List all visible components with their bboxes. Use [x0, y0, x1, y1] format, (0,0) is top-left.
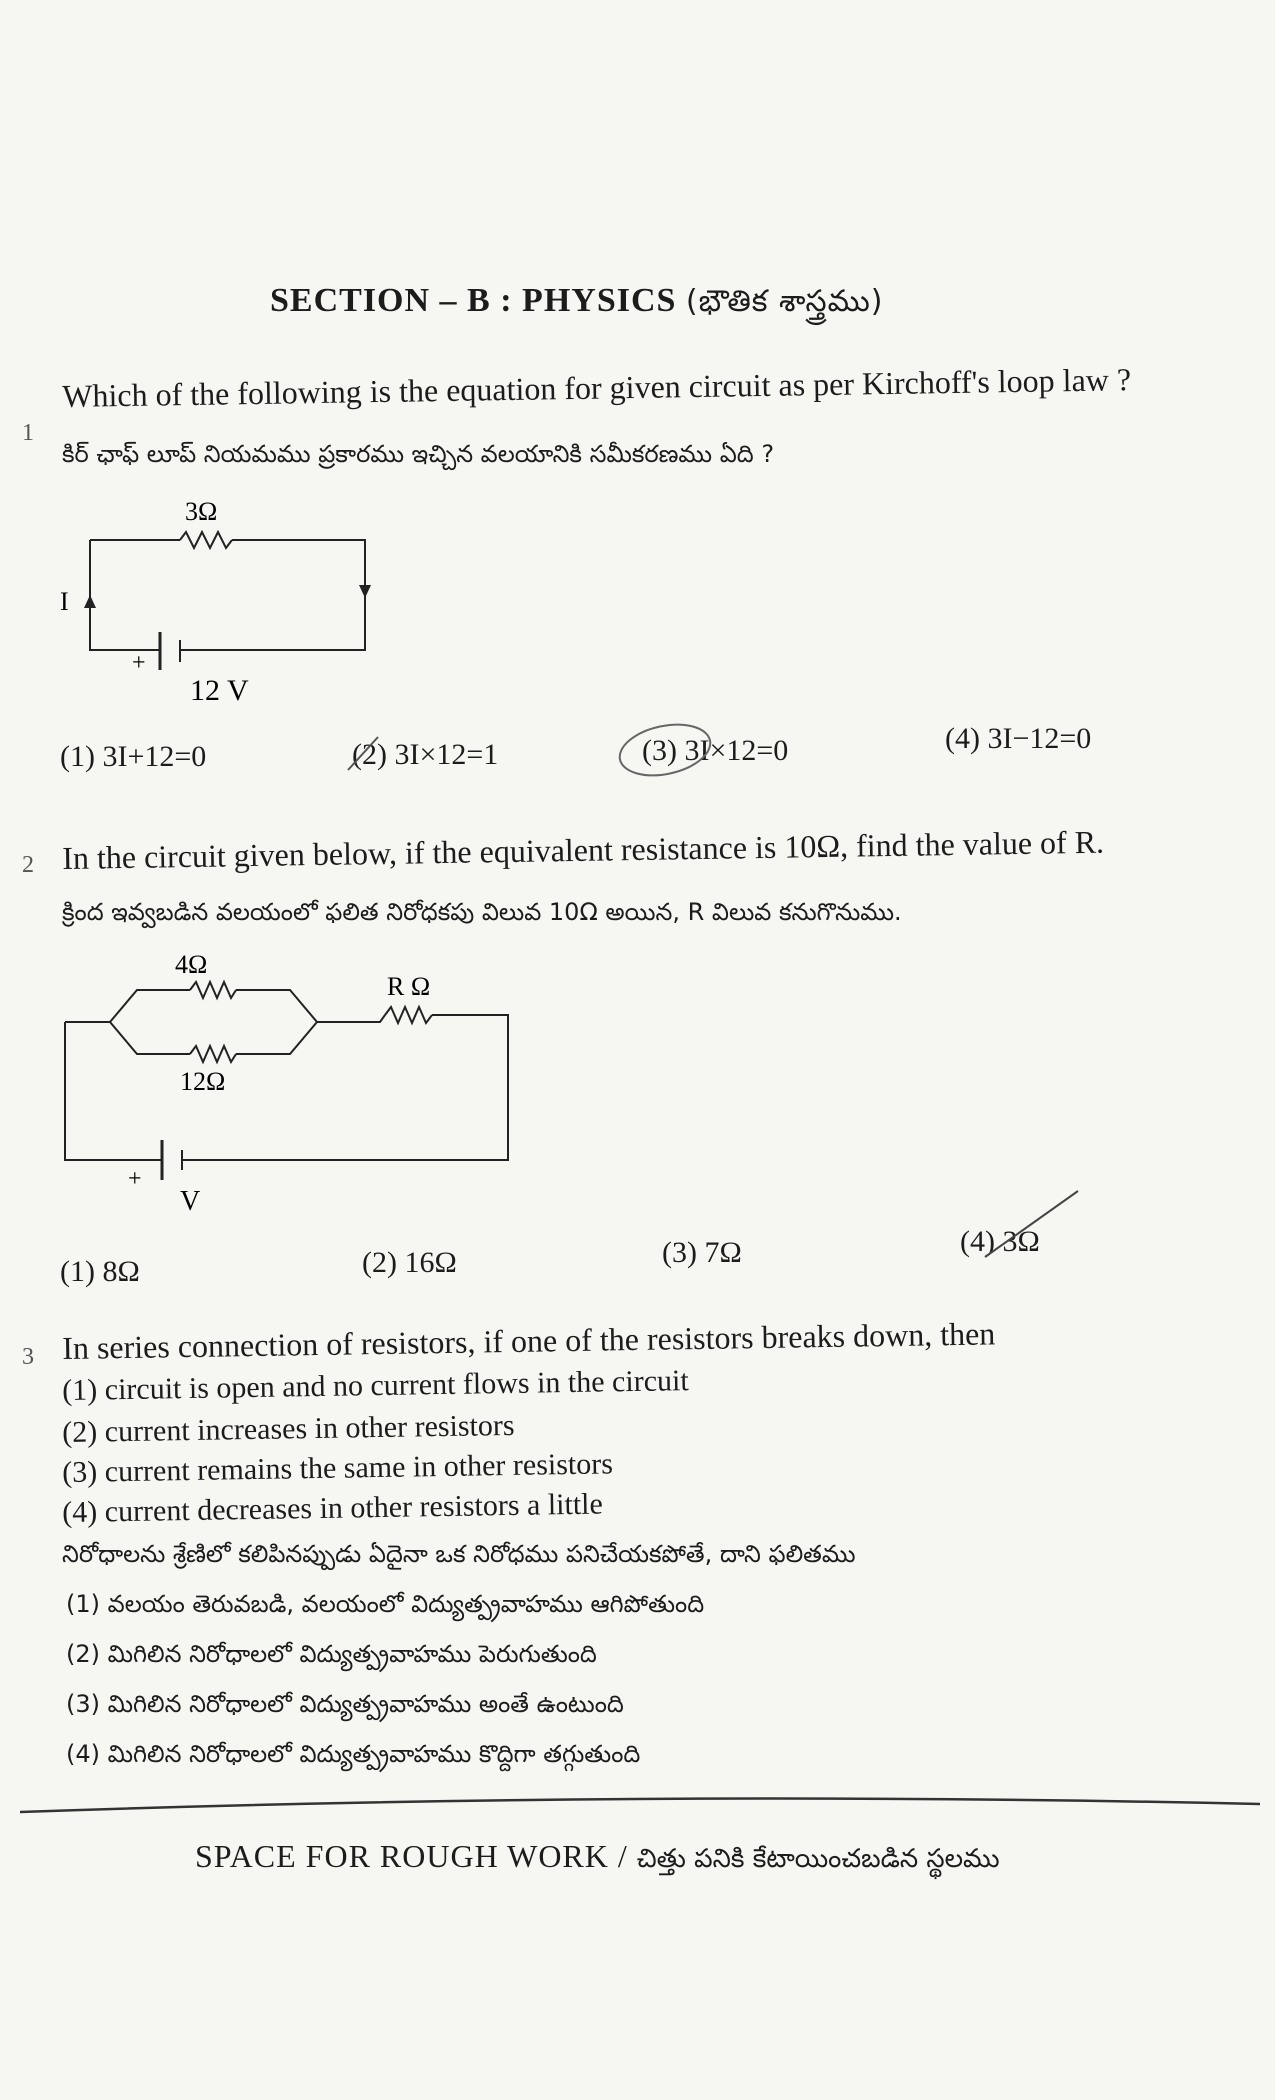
q3-text: In series connection of resistors, if one of the resistors breaks down, then	[62, 1315, 996, 1366]
q2-option-1: (1) 8Ω	[60, 1255, 140, 1288]
q1-text: Which of the following is the equation for given circuit as per Kirchoff's loop law ?	[62, 361, 1132, 414]
q2-r1-label: 4Ω	[175, 950, 208, 979]
q1-number: 1	[22, 420, 34, 446]
q1-resistor-label: 3Ω	[185, 497, 218, 526]
q2-option-2: (2) 16Ω	[362, 1246, 457, 1279]
q2-resistor-12ohm	[190, 1046, 236, 1062]
section-title	[270, 282, 883, 326]
q3-option-te-1: (1) వలయం తెరువబడి, వలయంలో విద్యుత్ప్రవాహము ఆగిపోతుంది	[66, 1590, 705, 1618]
q1-battery-label: 12 V	[190, 674, 249, 707]
q1-current-arrow-down-icon	[359, 585, 371, 598]
q2-battery-plus: +	[128, 1166, 142, 1192]
section-title-te: (భౌతిక శాస్త్రము)	[685, 284, 884, 319]
q2-r2-label: 12Ω	[180, 1067, 226, 1096]
q1-current-label: I	[60, 587, 69, 616]
rough-work-divider	[20, 1790, 1260, 1820]
q2-resistor-R	[385, 1007, 432, 1023]
q2-text-te: క్రింద ఇవ్వబడిన వలయంలో ఫలిత నిరోధకపు విలువ 10Ω అయిన, R విలువ కనుగొనుము.	[62, 898, 902, 926]
q1-circle-mark-3	[615, 717, 715, 783]
q3-option-2: (2) current increases in other resistors	[62, 1408, 515, 1449]
q1-option-2: (2) 3I×12=1	[352, 738, 499, 771]
q2-pencil-marks	[960, 1185, 1100, 1265]
q1-current-arrow-up-icon	[84, 595, 96, 608]
q2-resistor-4ohm	[190, 982, 236, 998]
q1-option-3: (3) 3I×12=0	[642, 734, 789, 767]
q2-option-4: (4) 3Ω	[960, 1225, 1040, 1258]
q3-option-1: (1) circuit is open and no current flows in the circuit	[62, 1364, 689, 1407]
q1-circuit-diagram	[40, 490, 400, 720]
q3-option-te-4: (4) మిగిలిన నిరోధాలలో విద్యుత్ప్రవాహము కొద్దిగా తగ్గుతుంది	[66, 1740, 641, 1768]
q3-option-3: (3) current remains the same in other resistors	[62, 1447, 614, 1489]
rough-work-label	[195, 1838, 1000, 1880]
q2-text: In the circuit given below, if the equivalent resistance is 10Ω, find the value of R.	[62, 823, 1105, 876]
q3-number: 3	[22, 1344, 34, 1370]
q3-text-te: నిరోధాలను శ్రేణిలో కలిపినప్పుడు ఏదైనా ఒక నిరోధము పనిచేయకపోతే, దాని ఫలితము	[62, 1540, 856, 1568]
q3-option-te-3: (3) మిగిలిన నిరోధాలలో విద్యుత్ప్రవాహము అంతే ఉంటుంది	[66, 1690, 624, 1718]
section-title-en: SECTION – B : PHYSICS	[270, 282, 677, 319]
q1-option-1: (1) 3I+12=0	[60, 740, 207, 773]
q1-option-4: (4) 3I−12=0	[945, 722, 1092, 755]
q1-resistor-3ohm	[180, 532, 232, 548]
q1-pencil-marks	[330, 715, 750, 785]
q1-tick-mark-2	[348, 737, 378, 770]
q2-number: 2	[22, 852, 34, 878]
q3-option-4: (4) current decreases in other resistors a little	[62, 1487, 604, 1529]
q2-circuit-diagram	[40, 940, 540, 1220]
q3-option-te-2: (2) మిగిలిన నిరోధాలలో విద్యుత్ప్రవాహము పెరుగుతుంది	[66, 1640, 597, 1668]
q1-text-te: కిర్ ఛాఫ్ లూప్ నియమము ప్రకారము ఇచ్చిన వలయానికి సమీకరణము ఏది ?	[62, 440, 775, 468]
rough-work-label-te: చిత్తు పనికి కేటాయించబడిన స్థలము	[636, 1844, 1000, 1874]
q2-option-3: (3) 7Ω	[662, 1236, 742, 1269]
q2-circuit-wires	[65, 982, 508, 1180]
q1-battery-plus: +	[132, 650, 146, 676]
q2-tick-mark-4	[985, 1191, 1078, 1257]
q2-battery-label: V	[180, 1186, 201, 1217]
q2-r3-label: R Ω	[387, 972, 431, 1001]
rough-work-label-en: SPACE FOR ROUGH WORK /	[195, 1838, 628, 1874]
